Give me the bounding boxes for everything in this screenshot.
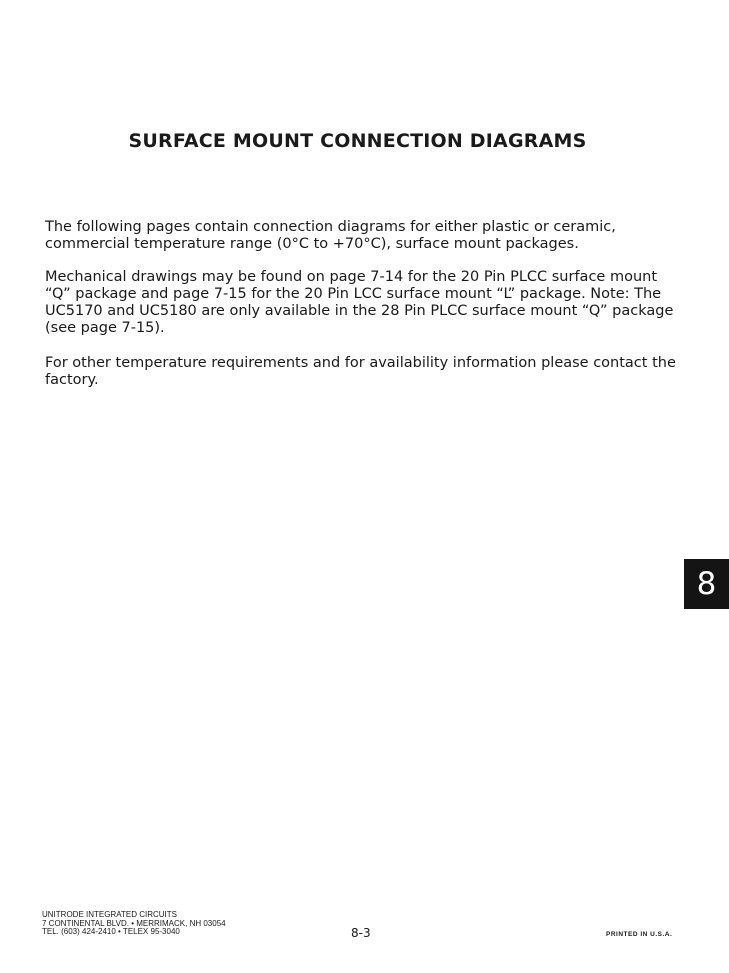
footer-company-info (42, 911, 226, 937)
mechanical-drawings-paragraph: Mechanical drawings may be found on page 7-14 for the 20 Pin PLCC surface mount “Q” package and page 7-15 for the 20 Pin LCC surface mount “L” package. Note: The UC5170 and UC5180 are only available in the 28 Pin PLCC surface mount “Q” package (see page 7-15). (45, 269, 674, 336)
intro-paragraph: The following pages contain connection diagrams for either plastic or ceramic, commercial temperature range (0°C to +70°C), surface mount packages. (45, 219, 616, 252)
footer-company-address: 7 CONTINENTAL BLVD. • MERRIMACK, NH 03054 (42, 918, 226, 928)
printed-in-label: PRINTED IN U.S.A. (606, 931, 673, 938)
footer-company-name: UNITRODE INTEGRATED CIRCUITS (42, 910, 177, 919)
footer-company-phone: TEL. (603) 424-2410 • TELEX 95-3040 (42, 927, 180, 936)
page-title: SURFACE MOUNT CONNECTION DIAGRAMS (128, 130, 587, 152)
contact-factory-paragraph: For other temperature requirements and for availability information please contact the factory. (45, 355, 676, 388)
page-number: 8-3 (351, 926, 371, 940)
section-tab-marker: 8 (684, 559, 729, 609)
